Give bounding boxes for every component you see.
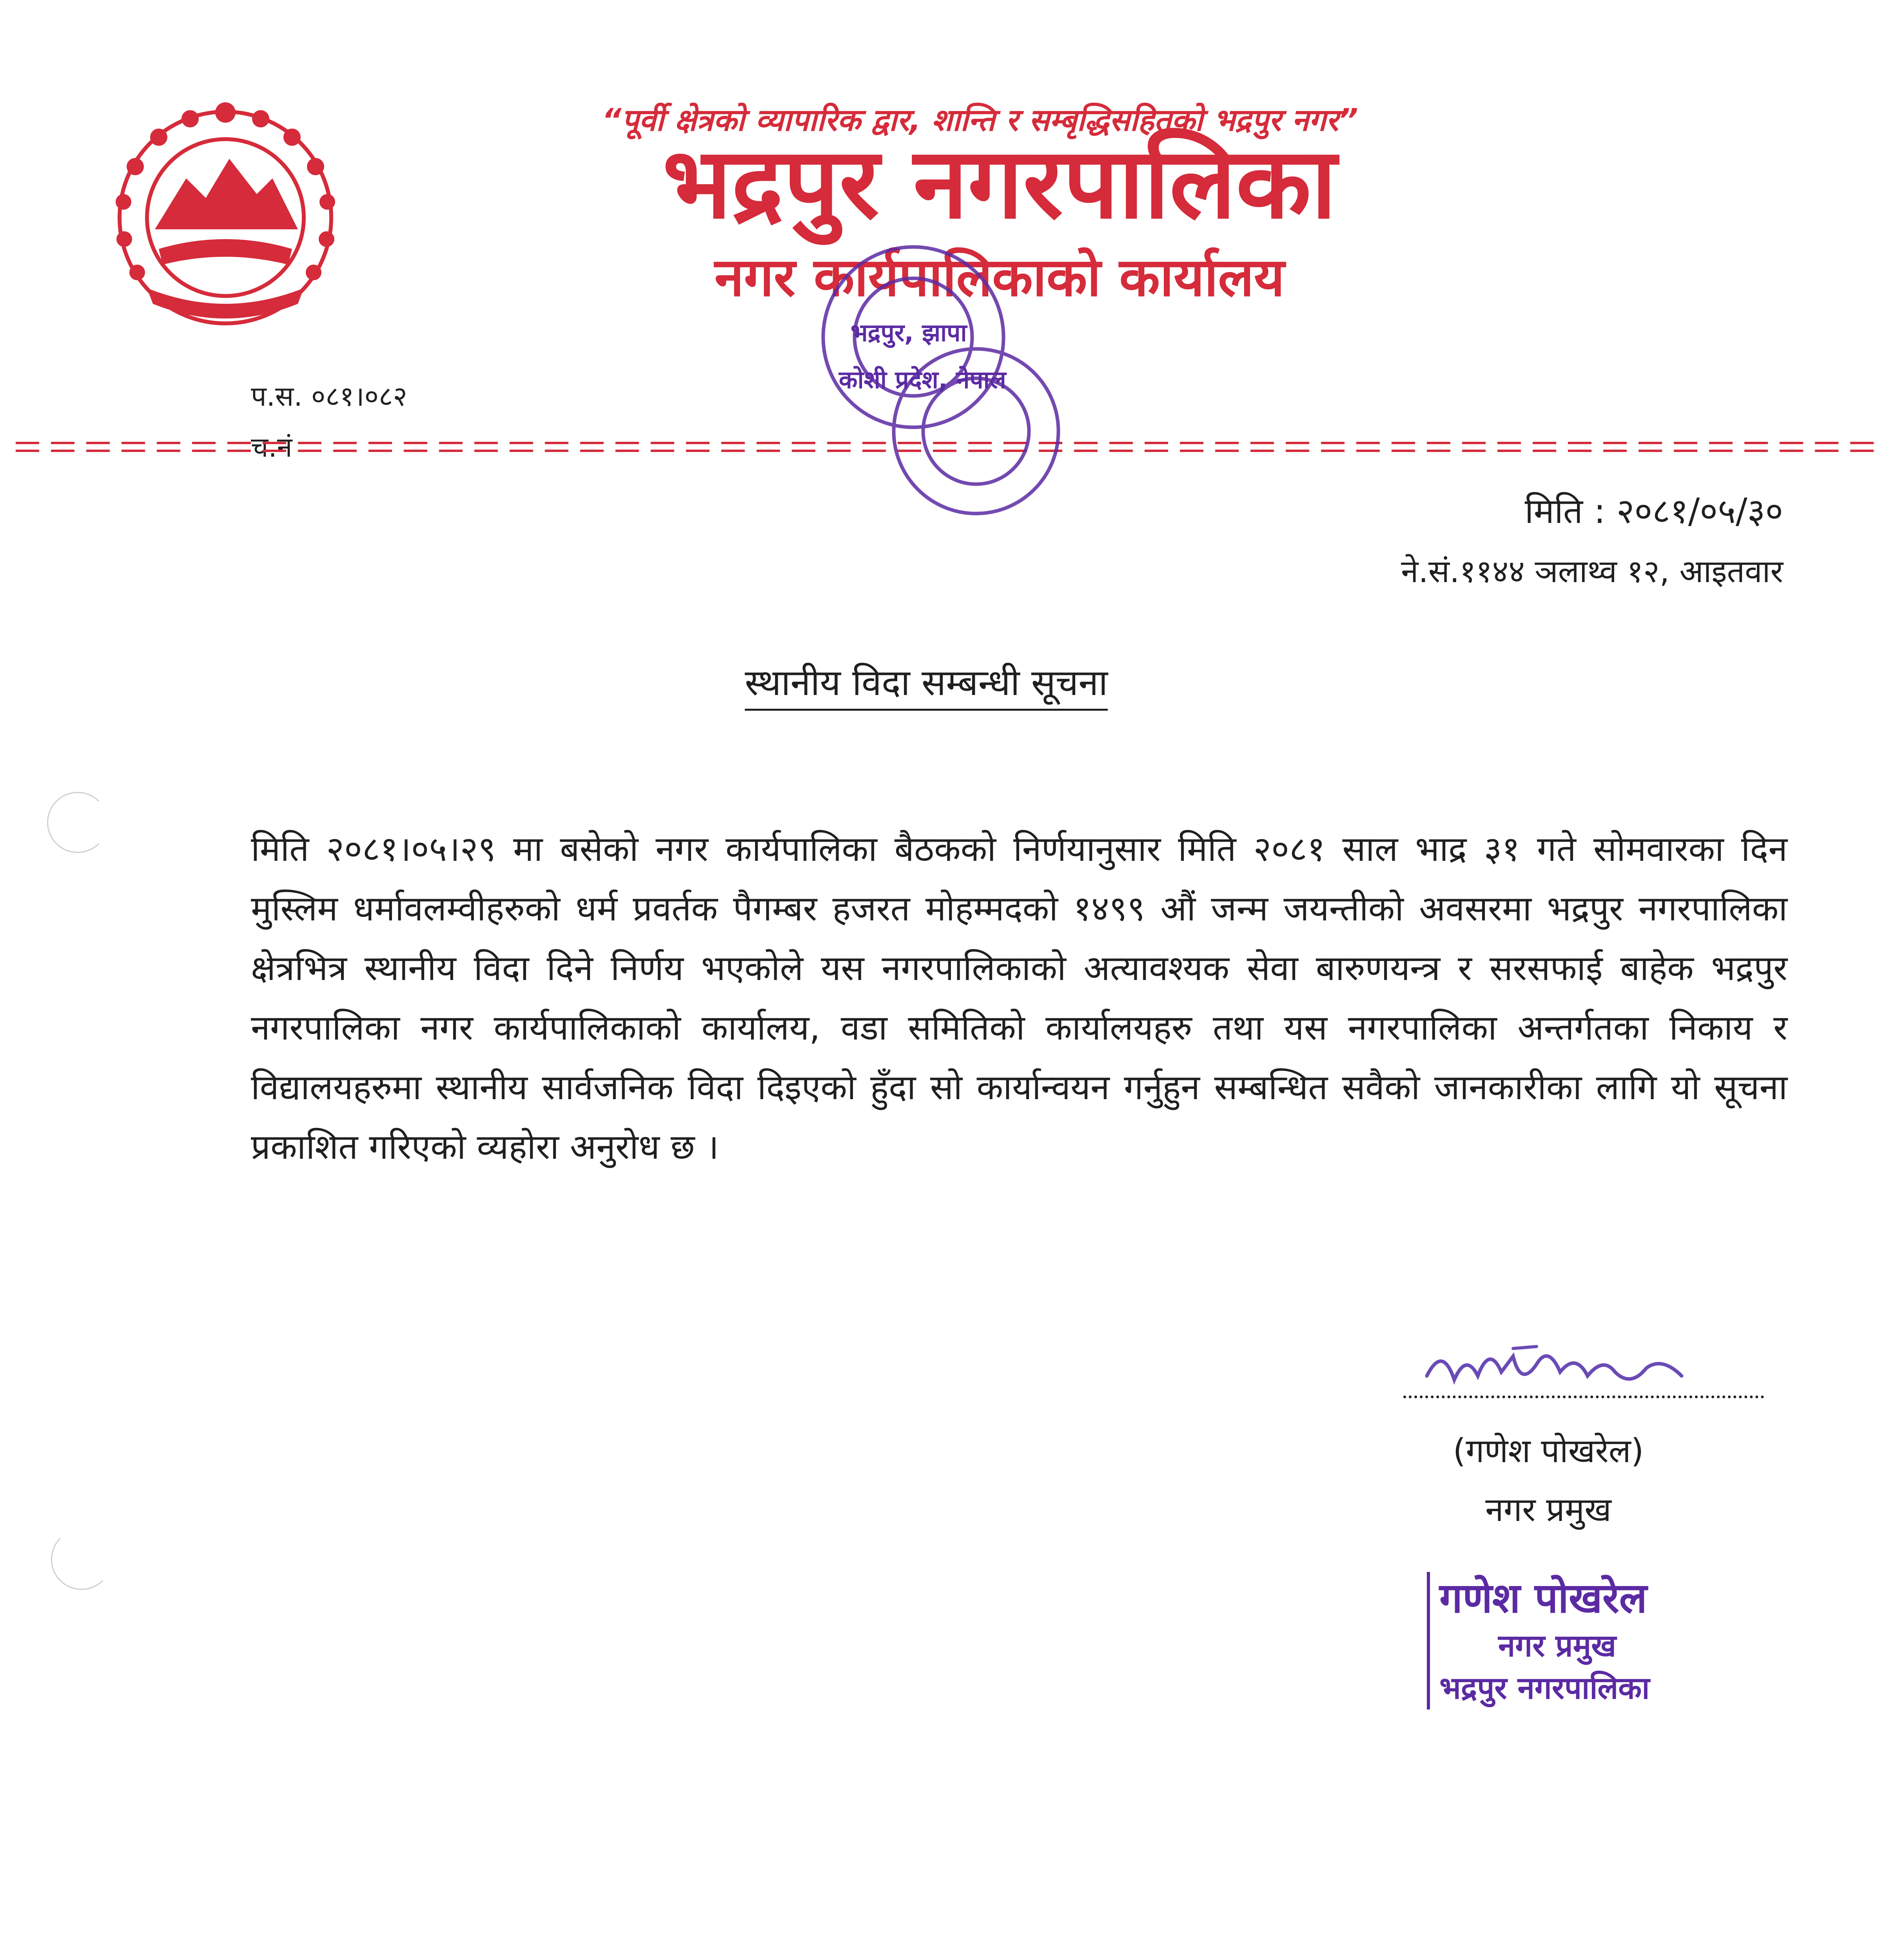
notice-subject: स्थानीय विदा सम्बन्धी सूचना bbox=[745, 657, 1108, 711]
notice-body: मिति २०८१।०५।२९ मा बसेको नगर कार्यपालिका बैठकको निर्णयानुसार मिति २०८१ साल भाद्र ३१ गते सोमवारका दिन मुस्लिम धर्मावलम्वीहरुको धर्म प्रवर्तक पैगम्बर हजरत मोहम्मदको १४९९ औं जन्म जयन्तीको अवसरमा भद्रपुर नगरपालिका क्षेत्रभित्र स्थानीय विदा दिने निर्णय भएकोले यस नगरपालिकाको अत्यावश्यक सेवा बारुणयन्त्र र सरसफाई बाहेक भद्रपुर नगरपालिका नगर कार्यपालिकाको कार्यालय, वडा समितिको कार्यालयहरु तथा यस नगरपालिका अन्तर्गतका निकाय र विद्यालयहरुमा स्थानीय सार्वजनिक विदा दिइएको हुँदा सो कार्यान्वयन गर्नुहुन सम्बन्धित सवैको जानकारीका लागि यो सूचना प्रकाशित गरिएको व्यहोरा अनुरोध छ । bbox=[251, 829, 1787, 1167]
stamp-title: नगर प्रमुख bbox=[1498, 1628, 1617, 1664]
seal-text-line-2: कोशी प्रदेश, नेपाल bbox=[839, 365, 1006, 394]
organization-name: भद्रपुर नगरपालिका bbox=[662, 126, 1337, 240]
stamp-organization: भद्रपुर नगरपालिका bbox=[1439, 1671, 1650, 1706]
date: मिति : २०८१/०५/३० bbox=[1524, 491, 1783, 531]
punch-hole-mark bbox=[47, 792, 108, 853]
nepal-sambat-date: ने.सं.११४४ ञलाथ्व १२, आइतवार bbox=[1401, 553, 1783, 590]
stamp-name: गणेश पोखरेल bbox=[1439, 1574, 1647, 1622]
signatory-name: (गणेश पोखरेल) bbox=[1453, 1432, 1644, 1470]
office-name: नगर कार्यपालिकाको कार्यालय bbox=[714, 247, 1285, 308]
seal-text-line-1: भद्रपुर, झापा bbox=[851, 318, 967, 347]
letterhead-tagline: “पूर्वी क्षेत्रको व्यापारिक द्वार, शान्ति र सम्बृद्धिसहितको भद्रपुर नगर” bbox=[602, 103, 1358, 138]
dispatch-number: च.नं bbox=[251, 431, 292, 463]
office-seal-stamp bbox=[796, 235, 1109, 529]
nepal-emblem-logo bbox=[100, 100, 351, 335]
reference-number: प.स. ०८१।०८२ bbox=[251, 380, 407, 412]
name-designation-stamp bbox=[1427, 1572, 1753, 1710]
signature-line bbox=[1403, 1396, 1764, 1398]
signatory-title: नगर प्रमुख bbox=[1485, 1490, 1611, 1529]
punch-hole-mark bbox=[51, 1529, 112, 1590]
